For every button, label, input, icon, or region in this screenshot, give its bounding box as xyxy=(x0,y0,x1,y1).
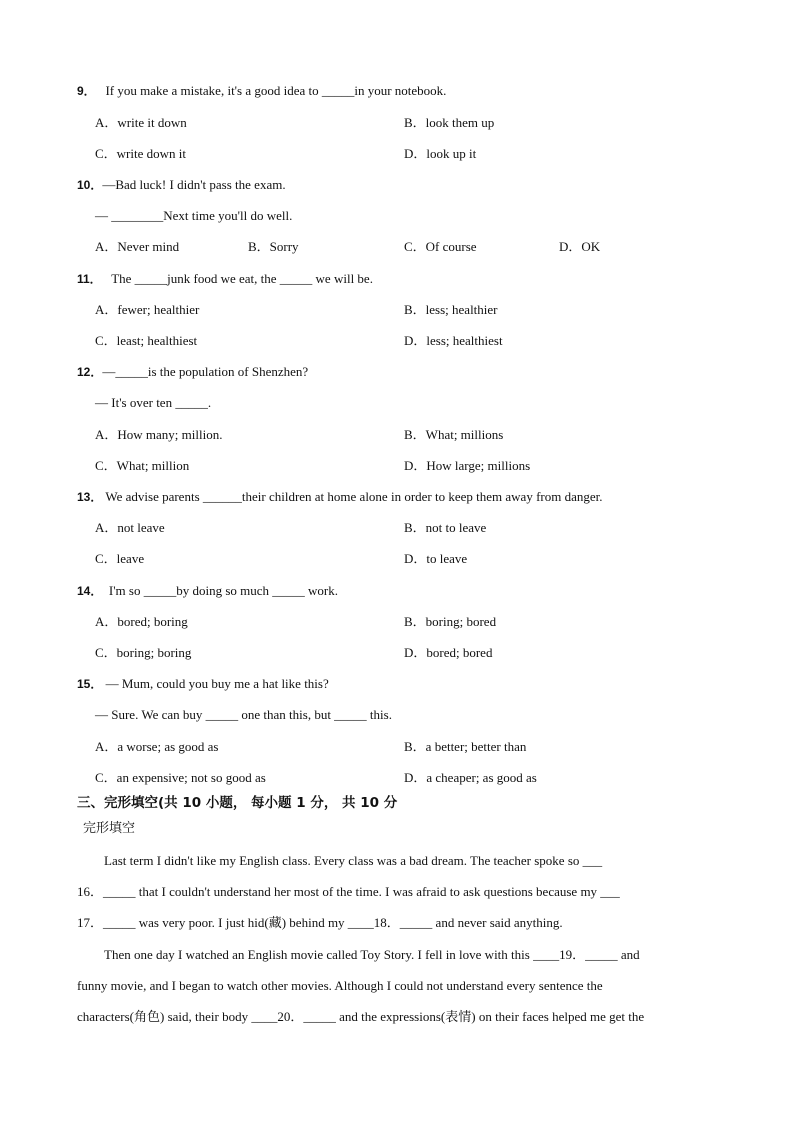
option-c: C．What; million xyxy=(95,458,190,473)
option-c: C．boring; boring xyxy=(95,645,192,660)
option-b: B．a better; better than xyxy=(404,739,527,754)
option-a: A．a worse; as good as xyxy=(95,739,219,754)
option-c: C．Of course xyxy=(404,239,477,254)
question-stem: We advise parents ______their children at home alone in order to keep them away from danger. xyxy=(105,489,603,504)
question-number: 9． xyxy=(77,84,96,98)
option-a: A．How many; million. xyxy=(95,427,223,442)
passage-line: 16．_____ that I couldn't understand her most of the time. I was afraid to ask questions because my ___ xyxy=(77,884,620,899)
question-12 xyxy=(77,364,308,380)
option-d: D．How large; millions xyxy=(404,458,531,473)
question-10 xyxy=(77,177,286,193)
question-9 xyxy=(77,83,446,99)
option-d: D．to leave xyxy=(404,551,468,566)
question-13 xyxy=(77,489,603,505)
passage-line: Then one day I watched an English movie called Toy Story. I fell in love with this ____19．_____ and xyxy=(104,947,640,962)
question-15 xyxy=(77,676,329,692)
option-a: A．bored; boring xyxy=(95,614,188,629)
question-11 xyxy=(77,271,373,287)
option-d: D．a cheaper; as good as xyxy=(404,770,537,785)
option-c: C．leave xyxy=(95,551,145,566)
option-b: B．less; healthier xyxy=(404,302,498,317)
option-c: C．write down it xyxy=(95,146,186,161)
question-number: 11． xyxy=(77,272,102,286)
option-d: D．less; healthiest xyxy=(404,333,503,348)
question-14 xyxy=(77,583,338,599)
option-a: A．not leave xyxy=(95,520,165,535)
passage-line: characters(角色) said, their body ____20．_____ and the expressions(表情) on their faces helped me get the xyxy=(77,1009,645,1024)
option-d: D．OK xyxy=(559,239,601,254)
question-number: 15． xyxy=(77,677,103,691)
option-d: D．bored; bored xyxy=(404,645,493,660)
question-number: 13． xyxy=(77,490,103,504)
section-subtitle: 完形填空 xyxy=(83,821,136,836)
question-number: 10． xyxy=(77,178,103,192)
passage-line: funny movie, and I began to watch other movies. Although I could not understand every sentence the xyxy=(77,978,603,993)
question-stem: The _____junk food we eat, the _____ we will be. xyxy=(111,271,373,286)
option-a: A．write it down xyxy=(95,115,187,130)
question-stem-line2: — It's over ten _____. xyxy=(95,395,212,410)
option-b: B．boring; bored xyxy=(404,614,497,629)
section-heading: 三、完形填空(共 10 小题， 每小题 1 分， 共 10 分 xyxy=(77,795,398,811)
option-b: B．Sorry xyxy=(248,239,299,254)
option-c: C．least; healthiest xyxy=(95,333,198,348)
question-stem: If you make a mistake, it's a good idea to _____in your notebook. xyxy=(105,83,447,98)
option-b: B．What; millions xyxy=(404,427,504,442)
question-stem: — Mum, could you buy me a hat like this? xyxy=(105,676,329,691)
option-a: A．Never mind xyxy=(95,239,180,254)
question-stem: —Bad luck! I didn't pass the exam. xyxy=(102,177,286,192)
option-c: C．an expensive; not so good as xyxy=(95,770,266,785)
option-d: D．look up it xyxy=(404,146,477,161)
question-number: 12． xyxy=(77,365,103,379)
option-b: B．look them up xyxy=(404,115,495,130)
question-stem-line2: — Sure. We can buy _____ one than this, but _____ this. xyxy=(95,707,392,722)
question-stem-line2: — ________Next time you'll do well. xyxy=(95,208,293,223)
question-stem: —_____is the population of Shenzhen? xyxy=(102,364,309,379)
question-number: 14． xyxy=(77,584,103,598)
passage-line: Last term I didn't like my English class. Every class was a bad dream. The teacher spoke so ___ xyxy=(104,853,603,868)
passage-line: 17．_____ was very poor. I just hid(藏) behind my ____18．_____ and never said anything. xyxy=(77,915,563,930)
question-stem: I'm so _____by doing so much _____ work. xyxy=(108,583,338,598)
option-a: A．fewer; healthier xyxy=(95,302,200,317)
option-b: B．not to leave xyxy=(404,520,487,535)
